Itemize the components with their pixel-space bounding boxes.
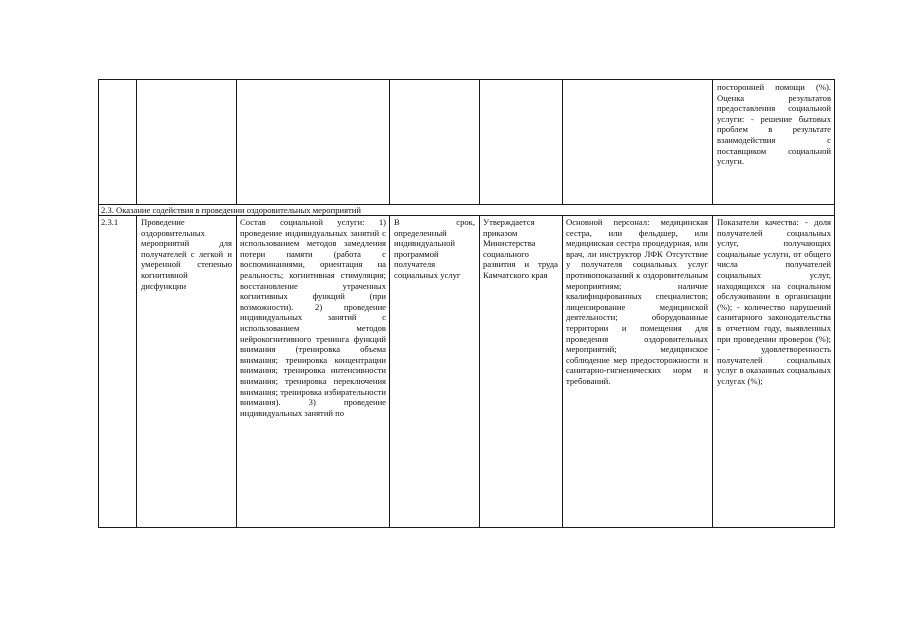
table-bottom-border: [98, 527, 835, 528]
row-top-border: [98, 215, 835, 216]
row-number: 2.3.1: [101, 217, 119, 227]
table-top-border: [98, 79, 835, 80]
quality-indicators: Показатели качества: - доля получателей социальных услуг, получающих социальные услуги, от общего числа получателей социальных услуг, находящихся на социальном обслуживании в организации (%); - количество нарушений санитарного законодательства в отчетном году, выявленных при проведении проверок (%); - удовлетворенность получателей социальных услуг в оказанных социальных услугах (%);: [717, 217, 831, 386]
col-line: [236, 215, 237, 528]
col-line: [98, 79, 99, 528]
col-line: [562, 79, 563, 205]
col-line: [479, 79, 480, 205]
services-table: [98, 79, 835, 528]
col-line: [712, 79, 713, 205]
service-tariff: Утверждается приказом Министерства социального развития и труда Камчатского края: [483, 217, 558, 280]
col-line: [479, 215, 480, 528]
col-line: [389, 215, 390, 528]
service-name: Проведение оздоровительных мероприятий для получателей с легкой и умеренной степенью когнитивной дисфункции: [141, 217, 232, 291]
col-line: [712, 215, 713, 528]
col-line: [389, 79, 390, 205]
col-line: [562, 215, 563, 528]
section-header: 2.3. Оказание содействия в проведении оздоровительных мероприятий: [101, 205, 361, 215]
service-content: Состав социальной услуги: 1) проведение индивидуальных занятий с использованием методов замедления потери памяти (работа с воспоминаниями, ориентация на реальность; когнитивная стимуляция; восстановление утраченных когнитивных функций (при возможности). 2) проведение индивидуальных занятий с использованием методов нейрокогнитивного тренинга функций внимания (тренировка объема внимания; тренировка концентрации внимания; тренировка интенсивности внимания; тренировка переключения внимания; тренировка избирательности внимания). 3) проведение индивидуальных занятий по: [240, 217, 386, 418]
col-line: [136, 79, 137, 205]
col-line: [834, 79, 835, 528]
service-conditions: Основной персонал: медицинская сестра, или фельдшер, или медицинская сестра процедурная, или врач, ли инструктор ЛФК Отсутствие у получателя социальных услуг противопоказаний к оздоровительным мероприятиям; наличие квалифицированных специалистов; лицензирование медицинской деятельности; оборудованные территории и помещения для проведения оздоровительных мероприятий; медицинское соблюдение мер предосторожности и санитарно-гигиенических норм и требований.: [566, 217, 708, 386]
col-line: [136, 215, 137, 528]
service-term: В срок, определенный индивидуальной программой получателя социальных услуг: [394, 217, 475, 280]
col-line: [236, 79, 237, 205]
quality-cell-continued: посторонней помощи (%). Оценка результатов предоставления социальной услуги: - решение бытовых проблем в результате взаимодействия с поставщиком социальной услуги.: [717, 82, 831, 167]
